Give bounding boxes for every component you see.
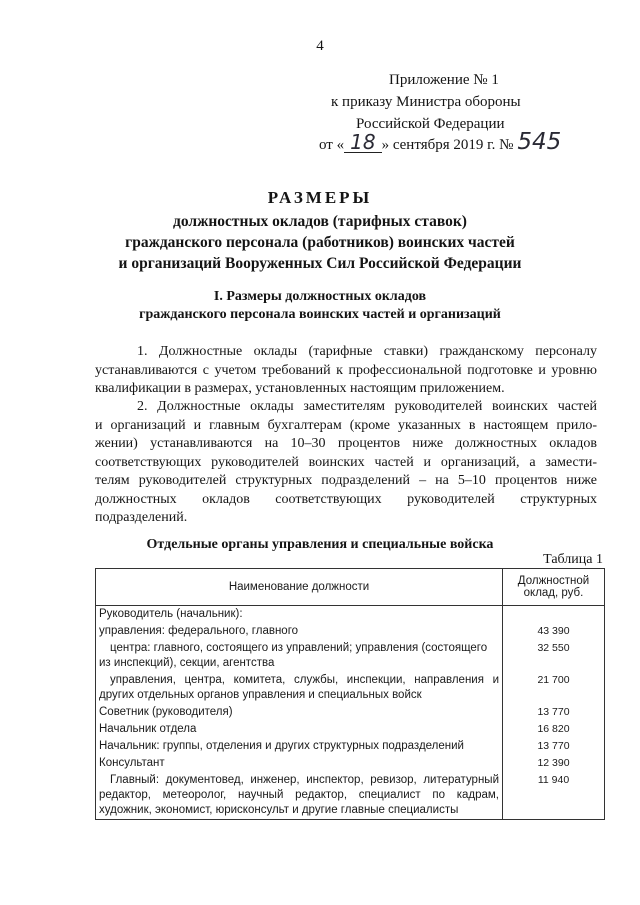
paragraph-2-line: соответствующих руководителей воинских частей и организаций, а замести- (95, 454, 597, 470)
paragraph-2-line: 2. Должностные оклады заместителям руководителей воинских частей (137, 399, 597, 414)
table-row (96, 672, 605, 704)
salary-value: 21 700 (503, 672, 605, 704)
salary-value: 13 770 (503, 738, 605, 755)
section-heading-line-1: I. Размеры должностных окладов (213, 289, 427, 304)
date-prefix: от « (319, 137, 345, 153)
title-line-3: и организаций Вооруженных Сил Российской Федерации (118, 255, 522, 272)
paragraph-2-line: и организаций и главным бухгалтерам (кроме указанных в настоящем прило- (95, 417, 597, 433)
salary-value: 16 820 (503, 721, 605, 738)
appendix-order-ref: к приказу Министра обороны (331, 94, 521, 110)
salary-value (503, 606, 605, 624)
table-row (96, 738, 605, 755)
table-title: Отдельные органы управления и специальные войска (146, 537, 494, 552)
salary-value: 11 940 (503, 772, 605, 820)
date-rest: » сентября 2019 г. № (381, 137, 514, 153)
paragraph-1: 1. Должностные оклады (тарифные ставки) гражданскому персоналу устанавливаются с учетом требований к профессиональной подготовке и уровню квалификации в размерах, установленных настоящим приложением. (95, 344, 597, 396)
table-row (96, 640, 605, 672)
paragraph-2-line: жении) устанавливаются на 10–30 процентов ниже должностных окладов (95, 436, 597, 451)
table-row (96, 704, 605, 721)
appendix-date-line (319, 129, 562, 155)
document-heading: РАЗМЕРЫ (267, 188, 373, 207)
handwritten-day: 18 (344, 132, 381, 153)
paragraph-2 (95, 398, 597, 528)
table-row (96, 606, 605, 624)
paragraph-2-line: подразделений. (95, 510, 188, 525)
table-row (96, 772, 605, 820)
salary-value: 43 390 (503, 623, 605, 640)
position-name: Руководитель (начальник): (96, 606, 503, 624)
table-row (96, 755, 605, 772)
handwritten-order-number: 545 (517, 129, 562, 155)
table-row (96, 623, 605, 640)
position-name: Советник (руководителя) (96, 704, 503, 721)
position-name: Начальник отдела (96, 721, 503, 738)
salary-value: 32 550 (503, 640, 605, 672)
position-name: центра: главного, состоящего из управлений; управления (состоящего из инспекций), секции, агентства (96, 640, 503, 672)
paragraph-2-line: должностных окладов соответствующих руководителей структурных (95, 491, 597, 507)
section-heading-line-2: гражданского персонала воинских частей и организаций (139, 307, 501, 322)
column-header-salary: Должностной оклад, руб. (503, 569, 605, 606)
salary-value: 12 390 (503, 755, 605, 772)
appendix-title: Приложение № 1 (389, 72, 499, 88)
salary-value: 13 770 (503, 704, 605, 721)
paragraph-2-line: телям руководителей структурных подразделений – на 5–10 процентов ниже (95, 473, 597, 488)
column-header-position: Наименование должности (96, 569, 503, 606)
table-row (96, 721, 605, 738)
position-name: управления: федерального, главного (96, 623, 503, 640)
title-line-2: гражданского персонала (работников) воинских частей (125, 234, 515, 251)
position-name: Начальник: группы, отделения и других структурных подразделений (96, 738, 503, 755)
position-name: Консультант (96, 755, 503, 772)
title-line-1: должностных окладов (тарифных ставок) (173, 213, 467, 230)
salary-table (95, 568, 605, 820)
appendix-country: Российской Федерации (356, 116, 505, 132)
table-caption: Таблица 1 (543, 552, 603, 567)
page-number: 4 (316, 38, 324, 54)
position-name: управления, центра, комитета, службы, инспекции, направления и других отдельных органов управления и специальных войск (96, 672, 503, 704)
position-name: Главный: документовед, инженер, инспектор, ревизор, литературный редактор, метеоролог, научный редактор, специалист по кадрам, художник, экономист, юрисконсульт и другие главные специалисты (96, 772, 503, 820)
